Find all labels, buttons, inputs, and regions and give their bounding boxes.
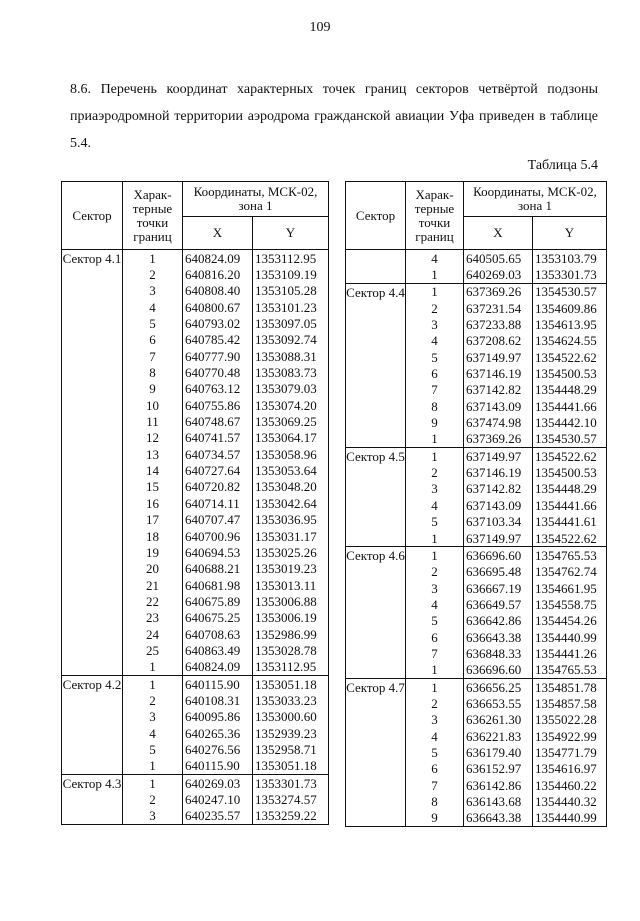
x-coordinate-cell: 636179.40 xyxy=(464,744,533,760)
x-coordinate-cell: 640720.82 xyxy=(183,479,253,495)
point-number-cell: 5 xyxy=(406,514,464,530)
point-number-cell: 1 xyxy=(406,283,464,300)
y-coordinate-cell: 1353112.95 xyxy=(253,659,329,676)
y-coordinate-cell: 1354500.53 xyxy=(533,464,607,480)
header-y: Y xyxy=(533,217,607,250)
point-number-cell: 2 xyxy=(123,266,183,282)
point-number-cell: 1 xyxy=(406,662,464,679)
point-number-cell: 1 xyxy=(406,530,464,547)
header-sector: Сектор xyxy=(62,182,123,250)
sector-cell: Сектор 4.4 xyxy=(346,283,406,447)
point-number-cell: 7 xyxy=(406,645,464,661)
coordinates-table-right xyxy=(345,181,607,827)
y-coordinate-cell: 1353101.23 xyxy=(253,299,329,315)
y-coordinate-cell: 1353105.28 xyxy=(253,283,329,299)
y-coordinate-cell: 1354522.62 xyxy=(533,349,607,365)
header-sector: Сектор xyxy=(346,182,406,250)
y-coordinate-cell: 1353051.18 xyxy=(253,758,329,775)
point-number-cell: 5 xyxy=(123,741,183,757)
y-coordinate-cell: 1353000.60 xyxy=(253,709,329,725)
coordinates-table-left xyxy=(61,181,329,825)
y-coordinate-cell: 1354441.66 xyxy=(533,497,607,513)
table-row xyxy=(346,547,607,564)
y-coordinate-cell: 1354440.32 xyxy=(533,793,607,809)
point-number-cell: 22 xyxy=(123,593,183,609)
point-number-cell: 3 xyxy=(123,709,183,725)
x-coordinate-cell: 640688.21 xyxy=(183,561,253,577)
table-row xyxy=(346,448,607,465)
y-coordinate-cell: 1353083.73 xyxy=(253,364,329,380)
point-number-cell: 3 xyxy=(406,580,464,596)
x-coordinate-cell: 636696.60 xyxy=(464,547,533,564)
y-coordinate-cell: 1354765.53 xyxy=(533,662,607,679)
x-coordinate-cell: 637149.97 xyxy=(464,349,533,365)
y-coordinate-cell: 1354661.95 xyxy=(533,580,607,596)
x-coordinate-cell: 640269.03 xyxy=(183,775,253,792)
point-number-cell: 9 xyxy=(123,381,183,397)
x-coordinate-cell: 640734.57 xyxy=(183,446,253,462)
x-coordinate-cell: 640777.90 xyxy=(183,348,253,364)
header-y: Y xyxy=(253,217,329,250)
y-coordinate-cell: 1352958.71 xyxy=(253,741,329,757)
y-coordinate-cell: 1353069.25 xyxy=(253,413,329,429)
point-number-cell: 21 xyxy=(123,577,183,593)
y-coordinate-cell: 1353013.11 xyxy=(253,577,329,593)
x-coordinate-cell: 636143.68 xyxy=(464,793,533,809)
point-number-cell: 7 xyxy=(406,382,464,398)
y-coordinate-cell: 1353031.17 xyxy=(253,528,329,544)
y-coordinate-cell: 1353019.23 xyxy=(253,561,329,577)
y-coordinate-cell: 1353301.73 xyxy=(253,775,329,792)
x-coordinate-cell: 637146.19 xyxy=(464,365,533,381)
sector-cell: Сектор 4.1 xyxy=(62,250,123,676)
point-number-cell: 7 xyxy=(123,348,183,364)
point-number-cell: 2 xyxy=(123,791,183,807)
x-coordinate-cell: 636152.97 xyxy=(464,761,533,777)
x-coordinate-cell: 637143.09 xyxy=(464,497,533,513)
sector-cell: Сектор 4.3 xyxy=(62,775,123,825)
x-coordinate-cell: 637369.26 xyxy=(464,431,533,448)
point-number-cell: 2 xyxy=(123,692,183,708)
point-number-cell: 3 xyxy=(123,808,183,825)
page-number: 109 xyxy=(309,20,331,35)
table-row xyxy=(62,775,329,792)
header-coordinates: Координаты, МСК-02, зона 1 xyxy=(183,182,329,217)
x-coordinate-cell: 636848.33 xyxy=(464,645,533,661)
point-number-cell: 6 xyxy=(406,761,464,777)
x-coordinate-cell: 636261.30 xyxy=(464,712,533,728)
point-number-cell: 3 xyxy=(123,283,183,299)
y-coordinate-cell: 1354441.61 xyxy=(533,514,607,530)
x-coordinate-cell: 637208.62 xyxy=(464,333,533,349)
header-x: X xyxy=(183,217,253,250)
y-coordinate-cell: 1353074.20 xyxy=(253,397,329,413)
point-number-cell: 15 xyxy=(123,479,183,495)
y-coordinate-cell: 1354440.99 xyxy=(533,810,607,827)
y-coordinate-cell: 1354613.95 xyxy=(533,316,607,332)
point-number-cell: 1 xyxy=(123,250,183,267)
y-coordinate-cell: 1354440.99 xyxy=(533,629,607,645)
point-number-cell: 8 xyxy=(406,398,464,414)
x-coordinate-cell: 640675.25 xyxy=(183,610,253,626)
point-number-cell: 8 xyxy=(123,364,183,380)
y-coordinate-cell: 1353058.96 xyxy=(253,446,329,462)
x-coordinate-cell: 640675.89 xyxy=(183,593,253,609)
y-coordinate-cell: 1353051.18 xyxy=(253,675,329,692)
point-number-cell: 1 xyxy=(123,659,183,676)
x-coordinate-cell: 636696.60 xyxy=(464,662,533,679)
x-coordinate-cell: 640763.12 xyxy=(183,381,253,397)
x-coordinate-cell: 640808.40 xyxy=(183,283,253,299)
x-coordinate-cell: 636642.86 xyxy=(464,613,533,629)
y-coordinate-cell: 1354442.10 xyxy=(533,414,607,430)
y-coordinate-cell: 1354454.26 xyxy=(533,613,607,629)
point-number-cell: 1 xyxy=(123,675,183,692)
point-number-cell: 7 xyxy=(406,777,464,793)
point-number-cell: 14 xyxy=(123,462,183,478)
x-coordinate-cell: 636142.86 xyxy=(464,777,533,793)
y-coordinate-cell: 1352939.23 xyxy=(253,725,329,741)
x-coordinate-cell: 636649.57 xyxy=(464,596,533,612)
x-coordinate-cell: 640741.57 xyxy=(183,430,253,446)
x-coordinate-cell: 636695.48 xyxy=(464,564,533,580)
point-number-cell: 4 xyxy=(123,299,183,315)
y-coordinate-cell: 1353088.31 xyxy=(253,348,329,364)
y-coordinate-cell: 1354441.26 xyxy=(533,645,607,661)
y-coordinate-cell: 1354624.55 xyxy=(533,333,607,349)
x-coordinate-cell: 637474.98 xyxy=(464,414,533,430)
y-coordinate-cell: 1353048.20 xyxy=(253,479,329,495)
x-coordinate-cell: 640800.67 xyxy=(183,299,253,315)
y-coordinate-cell: 1353112.95 xyxy=(253,250,329,267)
point-number-cell: 1 xyxy=(406,678,464,695)
point-number-cell: 1 xyxy=(406,448,464,465)
point-number-cell: 11 xyxy=(123,413,183,429)
point-number-cell: 1 xyxy=(406,547,464,564)
x-coordinate-cell: 640115.90 xyxy=(183,758,253,775)
y-coordinate-cell: 1352986.99 xyxy=(253,626,329,642)
x-coordinate-cell: 640816.20 xyxy=(183,266,253,282)
x-coordinate-cell: 640276.56 xyxy=(183,741,253,757)
y-coordinate-cell: 1353028.78 xyxy=(253,642,329,658)
point-number-cell: 5 xyxy=(123,315,183,331)
point-number-cell: 3 xyxy=(406,481,464,497)
y-coordinate-cell: 1354771.79 xyxy=(533,744,607,760)
y-coordinate-cell: 1353092.74 xyxy=(253,332,329,348)
x-coordinate-cell: 640727.64 xyxy=(183,462,253,478)
point-number-cell: 20 xyxy=(123,561,183,577)
y-coordinate-cell: 1354857.58 xyxy=(533,695,607,711)
x-coordinate-cell: 640755.86 xyxy=(183,397,253,413)
point-number-cell: 1 xyxy=(123,775,183,792)
x-coordinate-cell: 640108.31 xyxy=(183,692,253,708)
point-number-cell: 12 xyxy=(123,430,183,446)
x-coordinate-cell: 640700.96 xyxy=(183,528,253,544)
x-coordinate-cell: 640707.47 xyxy=(183,512,253,528)
x-coordinate-cell: 640824.09 xyxy=(183,659,253,676)
table-row xyxy=(346,250,607,267)
point-number-cell: 4 xyxy=(406,497,464,513)
point-number-cell: 4 xyxy=(123,725,183,741)
x-coordinate-cell: 636643.38 xyxy=(464,629,533,645)
y-coordinate-cell: 1354448.29 xyxy=(533,481,607,497)
point-number-cell: 24 xyxy=(123,626,183,642)
y-coordinate-cell: 1353103.79 xyxy=(533,250,607,267)
point-number-cell: 4 xyxy=(406,596,464,612)
x-coordinate-cell: 640269.03 xyxy=(464,266,533,283)
table-caption: Таблица 5.4 xyxy=(527,158,598,173)
point-number-cell: 17 xyxy=(123,512,183,528)
table-row xyxy=(62,250,329,267)
header-coordinates: Координаты, МСК-02, зона 1 xyxy=(464,182,607,217)
y-coordinate-cell: 1353301.73 xyxy=(533,266,607,283)
x-coordinate-cell: 637142.82 xyxy=(464,382,533,398)
header-points: Харак-терные точки границ xyxy=(406,182,464,250)
y-coordinate-cell: 1354530.57 xyxy=(533,283,607,300)
x-coordinate-cell: 637143.09 xyxy=(464,398,533,414)
point-number-cell: 18 xyxy=(123,528,183,544)
point-number-cell: 4 xyxy=(406,333,464,349)
y-coordinate-cell: 1354522.62 xyxy=(533,448,607,465)
x-coordinate-cell: 640863.49 xyxy=(183,642,253,658)
point-number-cell: 1 xyxy=(406,266,464,283)
sector-cell: Сектор 4.7 xyxy=(346,678,406,826)
sector-cell: Сектор 4.6 xyxy=(346,547,406,679)
point-number-cell: 4 xyxy=(406,250,464,267)
y-coordinate-cell: 1353006.19 xyxy=(253,610,329,626)
x-coordinate-cell: 640785.42 xyxy=(183,332,253,348)
y-coordinate-cell: 1353259.22 xyxy=(253,808,329,825)
point-number-cell: 19 xyxy=(123,544,183,560)
sector-cell: Сектор 4.2 xyxy=(62,675,123,774)
x-coordinate-cell: 640793.02 xyxy=(183,315,253,331)
y-coordinate-cell: 1354530.57 xyxy=(533,431,607,448)
y-coordinate-cell: 1353097.05 xyxy=(253,315,329,331)
point-number-cell: 4 xyxy=(406,728,464,744)
y-coordinate-cell: 1354448.29 xyxy=(533,382,607,398)
table-body-right xyxy=(346,250,607,827)
point-number-cell: 10 xyxy=(123,397,183,413)
y-coordinate-cell: 1353006.88 xyxy=(253,593,329,609)
table-row xyxy=(62,675,329,692)
x-coordinate-cell: 640115.90 xyxy=(183,675,253,692)
point-number-cell: 3 xyxy=(406,316,464,332)
y-coordinate-cell: 1353053.64 xyxy=(253,462,329,478)
y-coordinate-cell: 1355022.28 xyxy=(533,712,607,728)
x-coordinate-cell: 640247.10 xyxy=(183,791,253,807)
y-coordinate-cell: 1354765.53 xyxy=(533,547,607,564)
x-coordinate-cell: 640748.67 xyxy=(183,413,253,429)
point-number-cell: 6 xyxy=(406,629,464,645)
intro-paragraph: 8.6. Перечень координат характерных точек границ секторов четвёртой подзоны приаэродромной территории аэродрома гражданской авиации Уфа приведен в таблице 5.4. xyxy=(70,82,598,151)
sector-cell xyxy=(346,250,406,284)
x-coordinate-cell: 637369.26 xyxy=(464,283,533,300)
x-coordinate-cell: 636653.55 xyxy=(464,695,533,711)
y-coordinate-cell: 1353036.95 xyxy=(253,512,329,528)
y-coordinate-cell: 1354522.62 xyxy=(533,530,607,547)
point-number-cell: 2 xyxy=(406,300,464,316)
y-coordinate-cell: 1354609.86 xyxy=(533,300,607,316)
table-body-left xyxy=(62,250,329,825)
x-coordinate-cell: 636667.19 xyxy=(464,580,533,596)
x-coordinate-cell: 636643.38 xyxy=(464,810,533,827)
y-coordinate-cell: 1353079.03 xyxy=(253,381,329,397)
x-coordinate-cell: 637103.34 xyxy=(464,514,533,530)
point-number-cell: 2 xyxy=(406,695,464,711)
x-coordinate-cell: 640235.57 xyxy=(183,808,253,825)
y-coordinate-cell: 1353033.23 xyxy=(253,692,329,708)
point-number-cell: 2 xyxy=(406,564,464,580)
x-coordinate-cell: 637142.82 xyxy=(464,481,533,497)
y-coordinate-cell: 1354441.66 xyxy=(533,398,607,414)
point-number-cell: 1 xyxy=(123,758,183,775)
x-coordinate-cell: 640505.65 xyxy=(464,250,533,267)
x-coordinate-cell: 637146.19 xyxy=(464,464,533,480)
point-number-cell: 8 xyxy=(406,793,464,809)
point-number-cell: 2 xyxy=(406,464,464,480)
y-coordinate-cell: 1354460.22 xyxy=(533,777,607,793)
x-coordinate-cell: 640095.86 xyxy=(183,709,253,725)
point-number-cell: 1 xyxy=(406,431,464,448)
x-coordinate-cell: 637231.54 xyxy=(464,300,533,316)
x-coordinate-cell: 640708.63 xyxy=(183,626,253,642)
y-coordinate-cell: 1354851.78 xyxy=(533,678,607,695)
y-coordinate-cell: 1354922.99 xyxy=(533,728,607,744)
point-number-cell: 3 xyxy=(406,712,464,728)
point-number-cell: 9 xyxy=(406,414,464,430)
point-number-cell: 5 xyxy=(406,349,464,365)
x-coordinate-cell: 637233.88 xyxy=(464,316,533,332)
header-points: Харак-терные точки границ xyxy=(123,182,183,250)
y-coordinate-cell: 1353042.64 xyxy=(253,495,329,511)
x-coordinate-cell: 640265.36 xyxy=(183,725,253,741)
x-coordinate-cell: 637149.97 xyxy=(464,530,533,547)
point-number-cell: 23 xyxy=(123,610,183,626)
point-number-cell: 5 xyxy=(406,744,464,760)
y-coordinate-cell: 1353025.26 xyxy=(253,544,329,560)
point-number-cell: 13 xyxy=(123,446,183,462)
table-row xyxy=(346,678,607,695)
point-number-cell: 9 xyxy=(406,810,464,827)
point-number-cell: 6 xyxy=(406,365,464,381)
y-coordinate-cell: 1353109.19 xyxy=(253,266,329,282)
point-number-cell: 5 xyxy=(406,613,464,629)
point-number-cell: 16 xyxy=(123,495,183,511)
x-coordinate-cell: 637149.97 xyxy=(464,448,533,465)
point-number-cell: 25 xyxy=(123,642,183,658)
x-coordinate-cell: 640681.98 xyxy=(183,577,253,593)
y-coordinate-cell: 1353274.57 xyxy=(253,791,329,807)
sector-cell: Сектор 4.5 xyxy=(346,448,406,547)
y-coordinate-cell: 1354762.74 xyxy=(533,564,607,580)
x-coordinate-cell: 636221.83 xyxy=(464,728,533,744)
y-coordinate-cell: 1354500.53 xyxy=(533,365,607,381)
x-coordinate-cell: 640824.09 xyxy=(183,250,253,267)
header-x: X xyxy=(464,217,533,250)
y-coordinate-cell: 1354616.97 xyxy=(533,761,607,777)
x-coordinate-cell: 640770.48 xyxy=(183,364,253,380)
y-coordinate-cell: 1353064.17 xyxy=(253,430,329,446)
table-row xyxy=(346,283,607,300)
y-coordinate-cell: 1354558.75 xyxy=(533,596,607,612)
x-coordinate-cell: 640714.11 xyxy=(183,495,253,511)
point-number-cell: 6 xyxy=(123,332,183,348)
x-coordinate-cell: 640694.53 xyxy=(183,544,253,560)
x-coordinate-cell: 636656.25 xyxy=(464,678,533,695)
